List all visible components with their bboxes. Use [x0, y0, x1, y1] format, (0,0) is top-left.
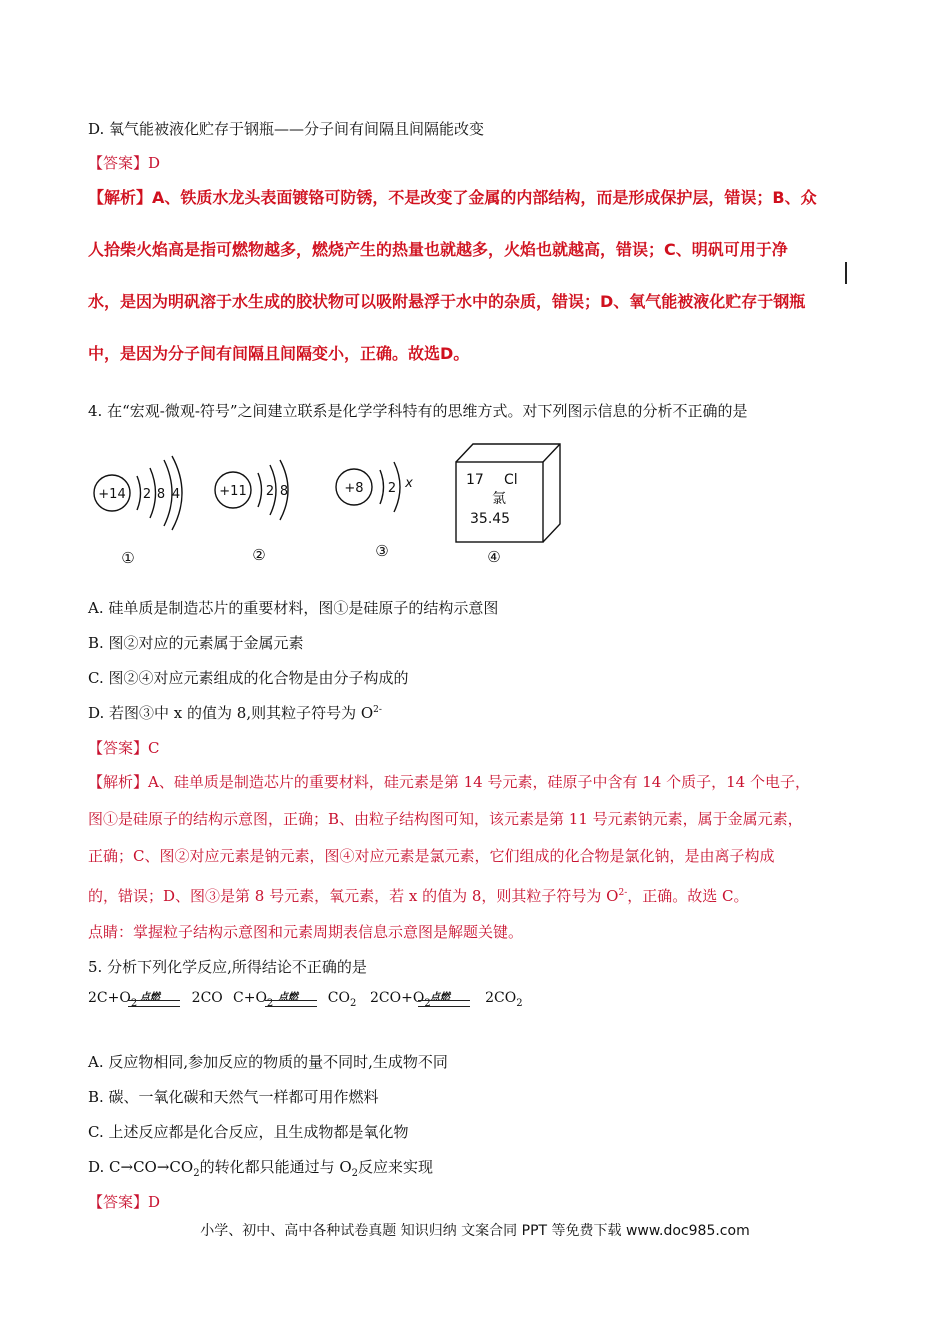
figure-label-4: ④ [487, 548, 501, 566]
q4-option-c: C. 图②④对应元素组成的化合物是由分子构成的 [88, 669, 409, 687]
q4-analysis [88, 764, 878, 915]
equation-2: $C+O_2$ 点燃 $CO_2$ [233, 990, 357, 1009]
q5-option-b: B. 碳、一氧化碳和天然气一样都可用作燃料 [88, 1088, 379, 1106]
q3-analysis-line: 水，是因为明矾溶于水生成的胶状物可以吸附悬浮于水中的杂质，错误；D、氧气能被液化贮存于钢瓶 [88, 292, 806, 311]
shell-count: 8 [279, 484, 289, 499]
element-box-edge [543, 444, 560, 462]
shell-arc [258, 473, 262, 507]
shell-count: x [405, 476, 413, 491]
element-box-back [456, 444, 560, 542]
q4-option-d-text: D. 若图③中 x 的值为 8,则其粒子符号为 O [88, 704, 374, 722]
nucleus-label-1: +14 [98, 487, 126, 502]
shell-count: 2 [387, 481, 397, 496]
shell-arc [164, 460, 172, 526]
q4-option-d [88, 702, 382, 723]
shell-arc [137, 476, 141, 510]
q5-option-d: D. $C\to CO\to CO_2$的转化都只能通过与 $O_2$反应来实现 [88, 1158, 434, 1179]
nucleus-label-3: +8 [344, 481, 364, 496]
q5-stem: 5. 分析下列化学反应,所得结论不正确的是 [88, 958, 367, 976]
element-number: 17 [466, 472, 484, 488]
q4-analysis-line: 的，错误；D、图③是第 8 号元素，氧元素，若 x 的值为 8，则其粒子符号为 $O^{2-}$，正确。故选 C。 [88, 887, 749, 905]
q4-analysis-line: 正确；C、图②对应元素是钠元素，图④对应元素是氯元素，它们组成的化合物是氯化钠，是由离子构成 [88, 847, 775, 865]
q5-answer: 【答案】D [88, 1193, 161, 1211]
shell-arc [380, 470, 384, 504]
equation-3: $2CO+O_2$ 点燃 $2CO_2$ [370, 990, 523, 1009]
q4-stem: 4. 在“宏观-微观-符号”之间建立联系是化学学科特有的思维方式。对下列图示信息的分析不正确的是 [88, 402, 748, 420]
figure-label-1: ① [121, 549, 135, 567]
element-symbol: Cl [504, 472, 518, 488]
shell-count: 2 [265, 484, 275, 499]
figure-label-2: ② [252, 546, 266, 564]
figure-label-3: ③ [375, 542, 389, 560]
q4-tip: 点睛：掌握粒子结构示意图和元素周期表信息示意图是解题关键。 [88, 923, 524, 941]
shell-count: 4 [171, 487, 181, 502]
q5-option-a: A. 反应物相同,参加反应的物质的量不同时,生成物不同 [88, 1053, 448, 1071]
q3-analysis-line: 中，是因为分子间有间隔且间隔变小，正确。故选D。 [88, 344, 470, 363]
charge-superscript: 2- [373, 705, 382, 715]
q3-analysis-line: 人拾柴火焰高是指可燃物越多，燃烧产生的热量也就越多，火焰也就越高，错误；C、明矾可用于净 [88, 240, 788, 259]
q4-analysis-line: 【解析】A、硅单质是制造芯片的重要材料，硅元素是第 14 号元素，硅原子中含有 14 个质子，14 个电子， [88, 773, 810, 791]
q3-answer: 【答案】D [88, 154, 161, 172]
page-footer: 小学、初中、高中各种试卷真题 知识归纳 文案合同 PPT 等免费下载 www.doc985.com [200, 1223, 750, 1239]
shell-count: 8 [156, 487, 166, 502]
q4-analysis-line: 图①是硅原子的结构示意图，正确；B、由粒子结构图可知，该元素是第 11 号元素钠元素，属于金属元素， [88, 810, 803, 828]
equation-1: $2C+O_2$ 点燃 2CO [88, 990, 223, 1009]
q3-analysis-line: 【解析】A、铁质水龙头表面镀铬可防锈，不是改变了金属的内部结构，而是形成保护层，错误；B、众 [88, 188, 817, 207]
q4-answer: 【答案】C [88, 739, 160, 757]
q3-option-d: D. 氧气能被液化贮存于钢瓶——分子间有间隔且间隔能改变 [88, 120, 485, 138]
nucleus-label-2: +11 [219, 484, 247, 499]
element-mass: 35.45 [470, 511, 511, 527]
q4-option-b: B. 图②对应的元素属于金属元素 [88, 634, 304, 652]
q5-option-c: C. 上述反应都是化合反应，且生成物都是氧化物 [88, 1123, 409, 1141]
element-name: 氯 [492, 491, 506, 507]
q4-option-a: A. 硅单质是制造芯片的重要材料，图①是硅原子的结构示意图 [88, 599, 499, 617]
shell-count: 2 [142, 487, 152, 502]
